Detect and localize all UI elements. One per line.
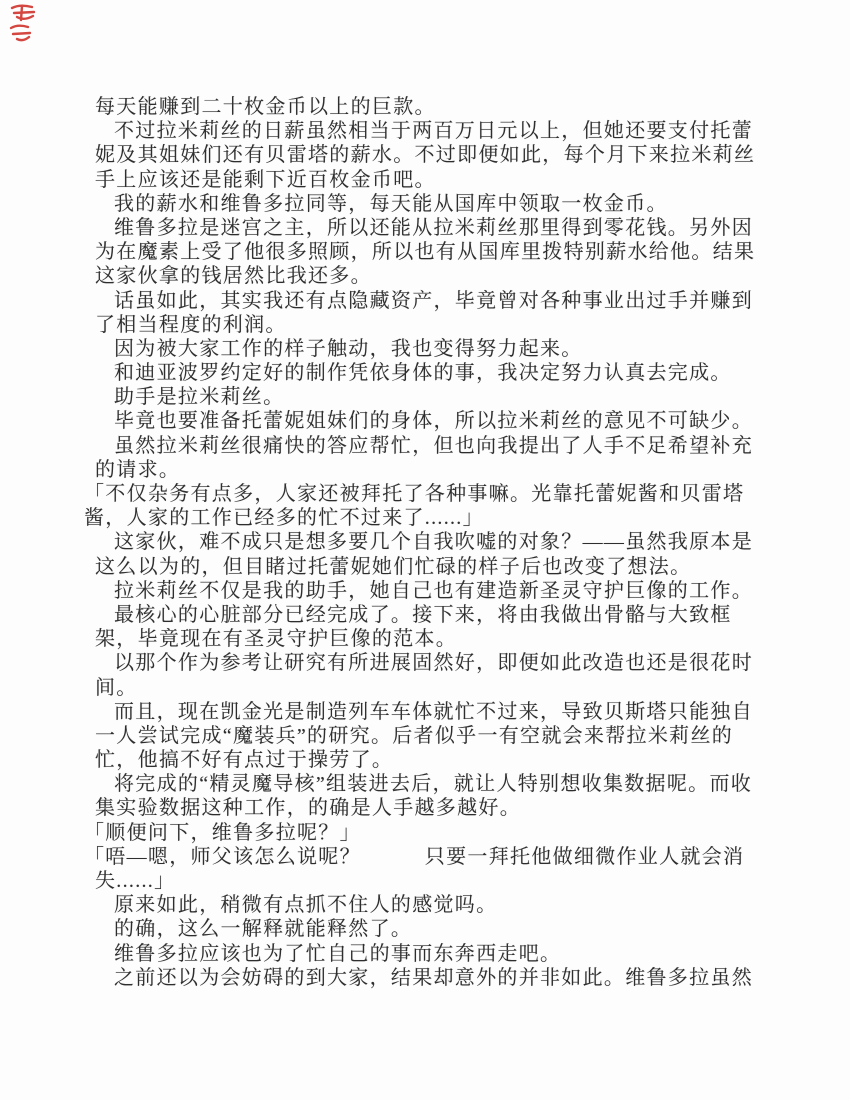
text-line: 集实验数据这种工作，的确是人手越多越好。: [95, 797, 521, 820]
text-line: 原来如此，稍微有点抓不住人的感觉吗。: [114, 894, 498, 917]
text-line: 的确，这么一解释就能释然了。: [114, 918, 413, 941]
text-line: 间。: [95, 676, 138, 699]
text-line: 手上应该还是能剩下近百枚金币吧。: [95, 168, 436, 191]
text-line: 这家伙，难不成只是想多要几个自我吹嘘的对象？——虽然我原本是: [114, 531, 753, 554]
text-line: 维鲁多拉应该也为了忙自己的事而东奔西走吧。: [114, 942, 562, 965]
text-line: 这家伙拿的钱居然比我还多。: [95, 265, 372, 288]
text-line: 失......」: [95, 870, 176, 892]
text-line: 「不仅杂务有点多，人家还被拜托了各种事嘛。光靠托蕾妮酱和贝雷塔: [84, 483, 745, 505]
text-line: 的请求。: [95, 458, 181, 481]
text-line: 了相当程度的利润。: [95, 313, 287, 336]
text-line: 之前还以为会妨碍的到大家，结果却意外的并非如此。维鲁多拉虽然: [114, 966, 753, 989]
text-line: 我的薪水和维鲁多拉同等，每天能从国库中领取一枚金币。: [114, 192, 668, 215]
text-line: 每天能赚到二十枚金币以上的巨款。: [95, 96, 436, 118]
text-line: 拉米莉丝不仅是我的助手，她自己也有建造新圣灵守护巨像的工作。: [114, 579, 753, 602]
page-text: [84, 95, 756, 990]
text-line: 「唔—嗯，师父该怎么说呢？ 只要一拜托他做细微作业人就会消: [84, 845, 745, 868]
text-line: 「顺便问下，维鲁多拉呢？」: [84, 821, 361, 844]
text-line: 因为被大家工作的样子触动，我也变得努力起来。: [114, 337, 583, 360]
text-line: 架，毕竟现在有圣灵守护巨像的范本。: [95, 628, 458, 651]
text-line: 妮及其姐妹们还有贝雷塔的薪水。不过即便如此，每个月下来拉米莉丝: [95, 144, 756, 167]
text-line: 这么以为的，但目睹过托蕾妮她们忙碌的样子后也改变了想法。: [95, 555, 692, 578]
red-seal-icon: [8, 3, 40, 43]
text-line: 话虽如此，其实我还有点隐藏资产，毕竟曾对各种事业出过手并赚到: [114, 289, 753, 312]
text-line: 忙，他搞不好有点过于操劳了。: [95, 749, 394, 772]
text-line: 助手是拉米莉丝。: [114, 386, 285, 409]
text-line: 毕竟也要准备托蕾妮姐妹们的身体，所以拉米莉丝的意见不可缺少。: [114, 410, 753, 433]
text-line: 和迪亚波罗约定好的制作凭依身体的事，我决定努力认真去完成。: [114, 362, 732, 385]
text-line: 以那个作为参考让研究有所进展固然好，即便如此改造也还是很花时: [114, 652, 753, 675]
text-line: 而且，现在凯金光是制造列车车体就忙不过来，导致贝斯塔只能独自: [114, 700, 753, 723]
text-line: 为在魔素上受了他很多照顾，所以也有从国库里拨特别薪水给他。结果: [95, 241, 756, 264]
red-seal-strokes: [11, 6, 34, 40]
text-line: 将完成的“精灵魔导核”组装进去后，就让人特别想收集数据呢。而收: [114, 773, 753, 796]
text-line: 一人尝试完成“魔装兵”的研究。后者似乎一有空就会来帮拉米莉丝的: [95, 724, 734, 747]
text-line: 虽然拉米莉丝很痛快的答应帮忙，但也向我提出了人手不足希望补充: [114, 434, 753, 457]
text-line: 酱，人家的工作已经多的忙不过来了......」: [84, 507, 484, 530]
text-line: 不过拉米莉丝的日薪虽然相当于两百万日元以上，但她还要支付托蕾: [114, 120, 753, 143]
text-line: 维鲁多拉是迷宫之主，所以还能从拉米莉丝那里得到零花钱。另外因: [114, 216, 753, 239]
text-line: 最核心的心脏部分已经完成了。接下来，将由我做出骨骼与大致框: [114, 603, 732, 626]
